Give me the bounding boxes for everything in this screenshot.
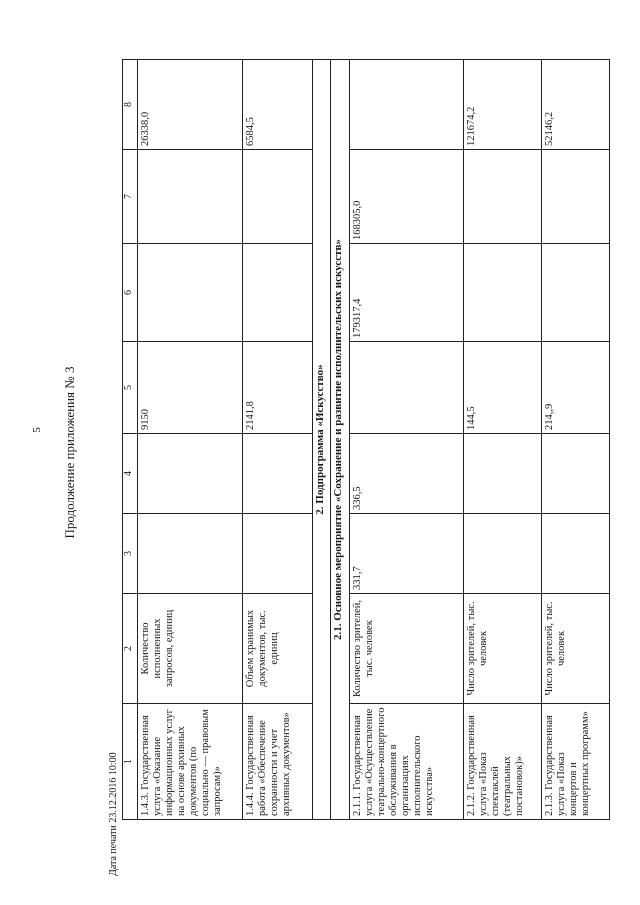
header-row: [123, 60, 138, 820]
subprogram-title: 2. Подпрограмма «Искусство»: [312, 60, 331, 820]
value-cell: [138, 514, 243, 594]
value-cell: [242, 434, 312, 514]
table-row: [242, 60, 312, 820]
activity-title: 2.1. Основное мероприятие «Сохранение и развитие исполнительских искусств»: [331, 60, 350, 820]
value-cell: 9150: [138, 342, 243, 434]
value-cell: [138, 434, 243, 514]
value-cell: 121674,2: [463, 60, 542, 150]
table-row: [349, 60, 463, 820]
table-row: [463, 60, 542, 820]
column-header: 3: [123, 514, 138, 594]
value-cell: [542, 514, 610, 594]
value-cell: 331,7: [349, 514, 463, 594]
value-cell: 144,5: [463, 342, 542, 434]
value-cell: [542, 150, 610, 244]
page-number: 5: [30, 427, 43, 433]
value-cell: 6584,5: [242, 60, 312, 150]
service-name: 1.4.3. Государственная услуга «Оказание информационных услуг на основе архивных документов (по социально — правовым запросам)»: [138, 704, 243, 820]
value-cell: 214,,9: [542, 342, 610, 434]
service-name: 1.4.4. Государственная работа «Обеспечение сохранности и учет архивных документов»: [242, 704, 312, 820]
value-cell: [463, 244, 542, 342]
value-cell: [463, 150, 542, 244]
indicator-name: Число зрителей, тыс. человек: [542, 594, 610, 704]
indicator-name: Количество зрителей, тыс. человек: [349, 594, 463, 704]
value-cell: [242, 150, 312, 244]
value-cell: 2141,8: [242, 342, 312, 434]
value-cell: [349, 342, 463, 434]
value-cell: 179317,4: [349, 244, 463, 342]
table-row: [542, 60, 610, 820]
value-cell: [242, 244, 312, 342]
value-cell: 26338,0: [138, 60, 243, 150]
column-header: 2: [123, 594, 138, 704]
column-header: 7: [123, 150, 138, 244]
value-cell: [463, 514, 542, 594]
value-cell: 52146,2: [542, 60, 610, 150]
value-cell: [138, 150, 243, 244]
value-cell: [242, 514, 312, 594]
data-table: [122, 59, 610, 820]
column-header: 4: [123, 434, 138, 514]
value-cell: [138, 244, 243, 342]
column-header: 6: [123, 244, 138, 342]
column-header: 5: [123, 342, 138, 434]
value-cell: 168305,0: [349, 150, 463, 244]
section-row: [331, 60, 350, 820]
value-cell: [349, 60, 463, 150]
indicator-name: Число зрителей, тыс. человек: [463, 594, 542, 704]
service-name: 2.1.2. Государственная услуга «Показ спектаклей (театральных постановок)»: [463, 704, 542, 820]
service-name: 2.1.3. Государственная услуга «Показ концертов и концертных программ»: [542, 704, 610, 820]
service-name: 2.1.1. Государственная услуга «Осуществление театрально-концертного обслуживания в организациях исполнительского искусства»: [349, 704, 463, 820]
appendix-caption: Продолжение приложения № 3: [62, 366, 77, 539]
indicator-name: Количество исполненных запросов, единиц: [138, 594, 243, 704]
table-container: [122, 60, 610, 820]
table-row: [138, 60, 243, 820]
value-cell: [542, 434, 610, 514]
section-row: [312, 60, 331, 820]
indicator-name: Объем хранимых документов, тыс. единиц: [242, 594, 312, 704]
value-cell: [542, 244, 610, 342]
column-header: 1: [123, 704, 138, 820]
value-cell: [463, 434, 542, 514]
print-date: Дата печати 23.12.2016 10:00: [108, 752, 119, 876]
column-header: 8: [123, 60, 138, 150]
value-cell: 336,5: [349, 434, 463, 514]
